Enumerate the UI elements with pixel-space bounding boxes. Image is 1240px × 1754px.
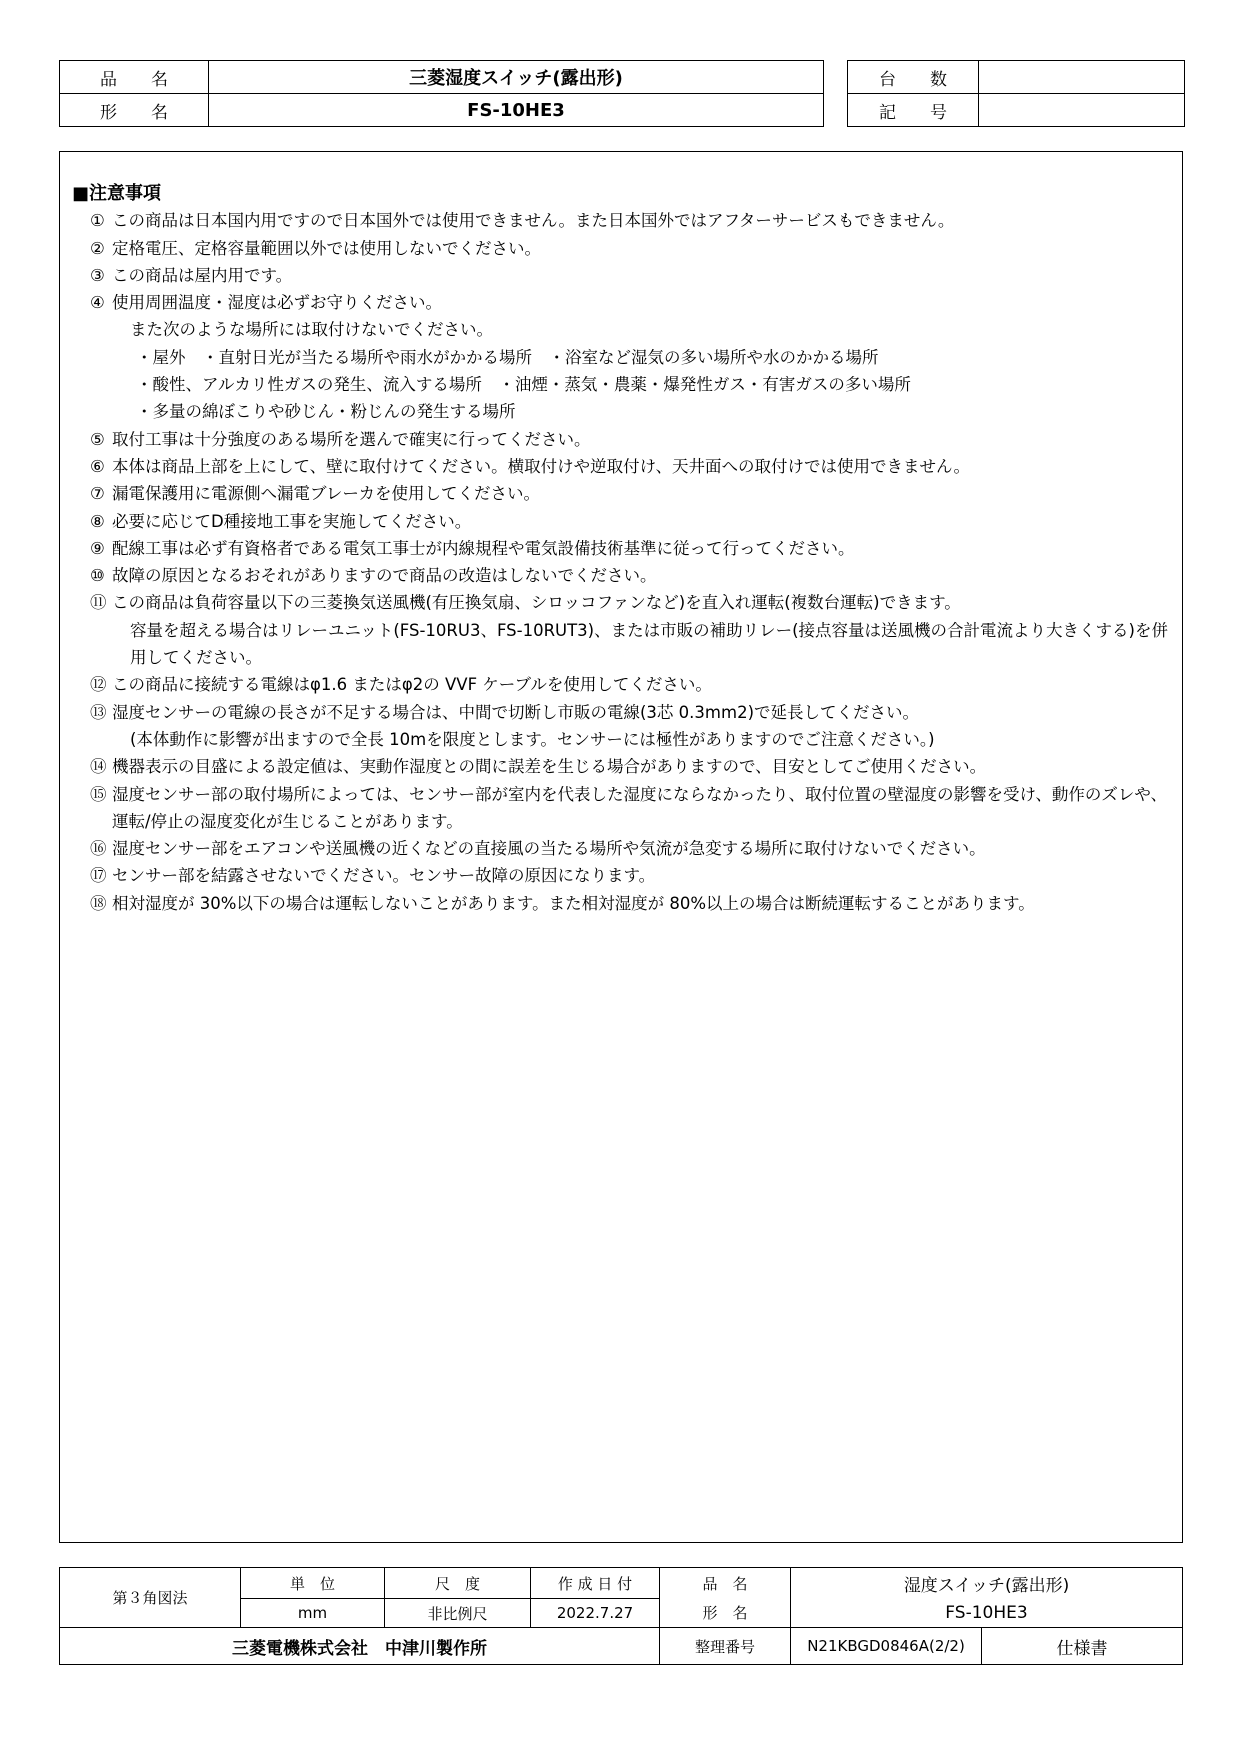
notes-heading: ■注意事項 <box>72 183 162 204</box>
note-text: 取付工事は十分強度のある場所を選んで確実に行ってください。 <box>112 429 591 449</box>
unit-label: 単 位 <box>241 1568 385 1599</box>
note-item <box>72 535 1174 562</box>
note-text: この商品は負荷容量以下の三菱換気送風機(有圧換気扇、シロッコファンなど)を直入れ運転(複数台運転)できます。 <box>112 593 961 613</box>
note-number: ⑧ <box>90 511 105 531</box>
note-bullet-line: ・酸性、アルカリ性ガスの発生、流入する場所 ・油煙・蒸気・農薬・爆発性ガス・有害ガスの多い場所 <box>136 375 911 395</box>
note-text: 湿度センサー部をエアコンや送風機の近くなどの直接風の当たる場所や気流が急変する場所に取付けないでください。 <box>112 839 986 859</box>
note-item <box>72 453 1174 480</box>
note-number: ⑮ <box>90 784 107 804</box>
header-product-table <box>59 60 824 127</box>
model-value: FS-10HE3 <box>209 94 824 127</box>
unit-value: mm <box>241 1599 385 1628</box>
note-text: 使用周囲温度・湿度は必ずお守りください。 <box>112 293 442 313</box>
note-item <box>72 235 1174 262</box>
company-name: 三菱電機株式会社 中津川製作所 <box>60 1628 660 1665</box>
note-number: ① <box>90 211 105 231</box>
note-item <box>72 890 1174 917</box>
note-item <box>72 508 1174 535</box>
quantity-label: 台 数 <box>848 61 979 94</box>
note-number: ⑤ <box>90 429 105 449</box>
product-name-value: 三菱湿度スイッチ(露出形) <box>209 61 824 94</box>
note-number: ⑦ <box>90 484 105 504</box>
note-item <box>72 835 1174 862</box>
note-continuation: また次のような場所には取付けないでください。 <box>130 320 493 340</box>
note-item <box>72 699 1174 726</box>
model-label-footer: 形 名 <box>660 1599 791 1628</box>
note-number: ⑰ <box>90 866 107 886</box>
model-label: 形 名 <box>60 94 209 127</box>
document-type: 仕様書 <box>982 1628 1183 1665</box>
note-text: 機器表示の目盛による設定値は、実動作湿度との間に誤差を生じる場合がありますので、目安としてご使用ください。 <box>112 757 987 777</box>
note-text: センサー部を結露させないでください。センサー故障の原因になります。 <box>112 866 656 886</box>
note-text: 湿度センサー部の取付場所によっては、センサー部が室内を代表した湿度にならなかったり、取付位置の壁湿度の影響を受け、動作のズレや、運転/停止の湿度変化が生じることがあります。 <box>112 784 1168 831</box>
note-number: ② <box>90 238 105 258</box>
note-number: ⑫ <box>90 675 107 695</box>
note-bullet-line: ・屋外 ・直射日光が当たる場所や雨水がかかる場所 ・浴室など湿気の多い場所や水のかかる場所 <box>136 347 879 367</box>
note-item <box>72 589 1174 616</box>
date-value: 2022.7.27 <box>531 1599 660 1628</box>
note-number: ⑥ <box>90 456 105 476</box>
notes-list <box>72 207 1174 917</box>
note-item <box>72 562 1174 589</box>
note-number: ⑪ <box>90 593 107 613</box>
symbol-label: 記 号 <box>848 94 979 127</box>
scale-value: 非比例尺 <box>385 1599 531 1628</box>
note-text: 湿度センサーの電線の長さが不足する場合は、中間で切断し市販の電線(3芯 0.3mm2)で延長してください。 <box>112 702 920 722</box>
footer-model: FS-10HE3 <box>791 1599 1183 1628</box>
quantity-value <box>979 61 1185 94</box>
note-item <box>72 862 1174 889</box>
scale-label: 尺 度 <box>385 1568 531 1599</box>
note-text: 本体は商品上部を上にして、壁に取付けてください。横取付けや逆取付け、天井面への取付けでは使用できません。 <box>112 456 970 476</box>
header-quantity-table <box>847 60 1185 127</box>
note-item <box>72 289 1174 316</box>
name-label: 品 名 <box>660 1568 791 1599</box>
note-number: ⑨ <box>90 538 105 558</box>
note-number: ⑩ <box>90 566 105 586</box>
note-item <box>72 262 1174 289</box>
symbol-value <box>979 94 1185 127</box>
note-item <box>72 781 1174 836</box>
ref-label: 整理番号 <box>660 1628 791 1665</box>
note-number: ③ <box>90 265 105 285</box>
projection-method: 第３角図法 <box>60 1568 241 1628</box>
note-continuation: (本体動作に影響が出ますので全長 10mを限度とします。センサーには極性がありますのでご注意ください。) <box>130 729 935 749</box>
note-bullet-line: ・多量の綿ぼこりや砂じん・粉じんの発生する場所 <box>136 402 516 422</box>
note-number: ⑱ <box>90 893 107 913</box>
note-number: ⑯ <box>90 839 107 859</box>
note-item <box>72 480 1174 507</box>
ref-number: N21KBGD0846A(2/2) <box>791 1628 982 1665</box>
note-text: 配線工事は必ず有資格者である電気工事士が内線規程や電気設備技術基準に従って行ってください。 <box>112 538 855 558</box>
note-number: ⑬ <box>90 702 107 722</box>
product-name-label: 品 名 <box>60 61 209 94</box>
footer-product-name: 湿度スイッチ(露出形) <box>791 1568 1183 1599</box>
note-text: 相対湿度が 30%以下の場合は運転しないことがあります。また相対湿度が 80%以上の場合は断続運転することがあります。 <box>112 893 1035 913</box>
note-text: この商品は屋内用です。 <box>112 265 293 285</box>
note-text: 故障の原因となるおそれがありますので商品の改造はしないでください。 <box>112 566 657 586</box>
note-item <box>72 207 1174 234</box>
date-label: 作 成 日 付 <box>531 1568 660 1599</box>
notes-section <box>72 180 1174 917</box>
note-text: 必要に応じてD種接地工事を実施してください。 <box>112 511 472 531</box>
title-block <box>59 1567 1183 1665</box>
note-item <box>72 671 1174 698</box>
note-text: 漏電保護用に電源側へ漏電ブレーカを使用してください。 <box>112 484 541 504</box>
note-text: この商品は日本国内用ですので日本国外では使用できません。また日本国外ではアフターサービスもできません。 <box>112 211 955 231</box>
note-text: 定格電圧、定格容量範囲以外では使用しないでください。 <box>112 238 541 258</box>
note-item <box>72 426 1174 453</box>
notes-box <box>59 151 1183 1543</box>
note-number: ④ <box>90 293 105 313</box>
note-number: ⑭ <box>90 757 107 777</box>
note-item <box>72 753 1174 780</box>
note-continuation: 容量を超える場合はリレーユニット(FS-10RU3、FS-10RUT3)、または市販の補助リレー(接点容量は送風機の合計電流より大きくする)を併用してください。 <box>130 620 1168 668</box>
note-text: この商品に接続する電線はφ1.6 またはφ2の VVF ケーブルを使用してください。 <box>112 675 712 695</box>
